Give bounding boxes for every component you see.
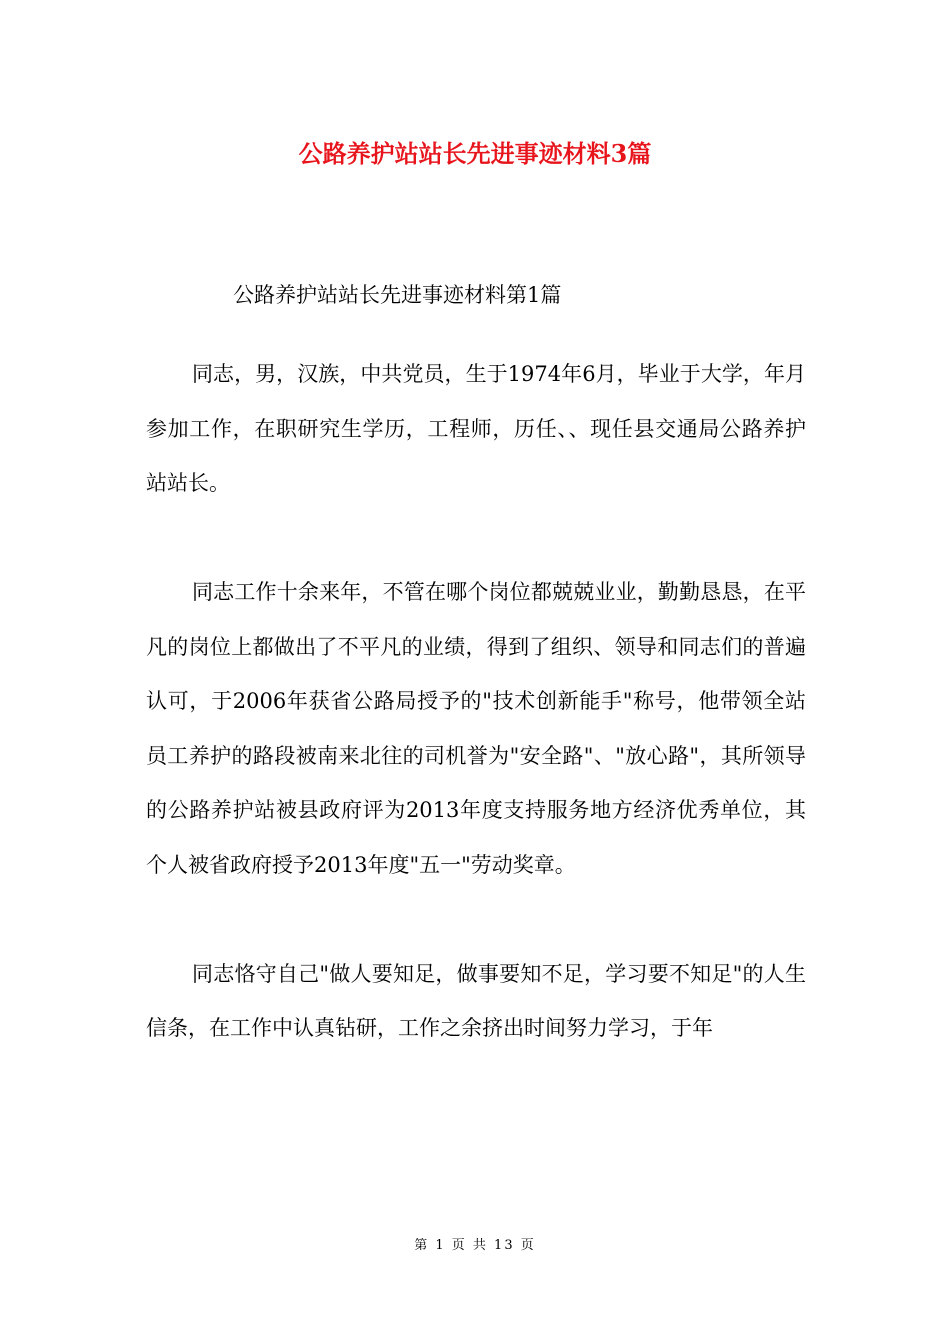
document-title: 公路养护站站长先进事迹材料3篇 xyxy=(298,139,652,168)
paragraph: 同志恪守自己"做人要知足，做事要知不足，学习要不知足"的人生信条，在工作中认真钻研，工作之余挤出时间努力学习，于年 xyxy=(146,961,806,1040)
document-body xyxy=(146,347,806,1056)
paragraph: 同志工作十余来年，不管在哪个岗位都兢兢业业，勤勤恳恳，在平凡的岗位上都做出了不平凡的业绩，得到了组织、领导和同志们的普遍认可，于2006年获省公路局授予的"技术创新能手"称号，他带领全站员工养护的路段被南来北往的司机誉为"安全路"、"放心路"，其所领导的公路养护站被县政府评为2013年度支持服务地方经济优秀单位，其个人被省政府授予2013年度"五一"劳动奖章。 xyxy=(146,580,806,877)
paragraph: 同志，男，汉族，中共党员，生于1974年6月，毕业于大学，年月参加工作，在职研究生学历，工程师，历任、、现任县交通局公路养护站站长。 xyxy=(146,362,806,495)
page-number: 第 1 页 共 13 页 xyxy=(414,1238,536,1253)
section-heading: 公路养护站站长先进事迹材料第1篇 xyxy=(233,283,562,307)
